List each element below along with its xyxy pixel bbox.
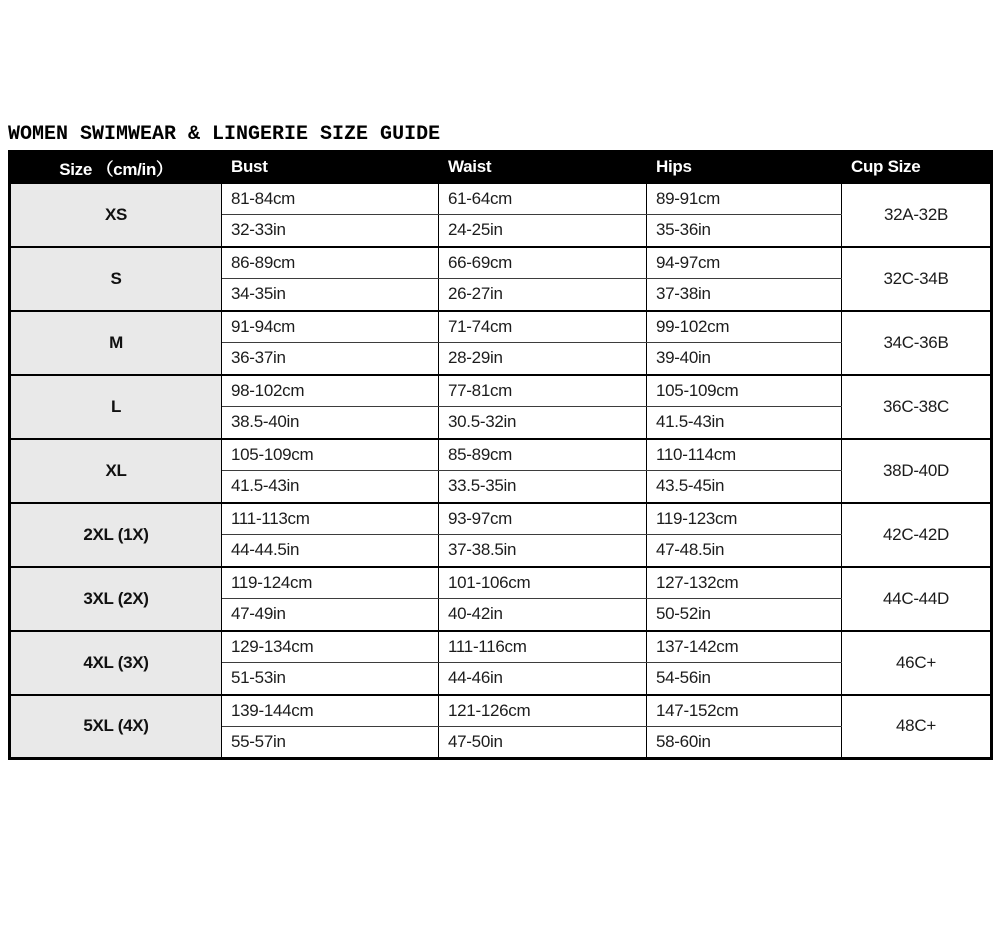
hips-cm-cell: 110-114cm bbox=[647, 439, 842, 471]
bust-in-cell: 38.5-40in bbox=[222, 407, 439, 439]
hips-in-cell: 47-48.5in bbox=[647, 535, 842, 567]
hips-in-cell: 37-38in bbox=[647, 279, 842, 311]
hips-in-cell: 54-56in bbox=[647, 663, 842, 695]
waist-cm-cell: 101-106cm bbox=[439, 567, 647, 599]
table-row-cm bbox=[10, 247, 992, 279]
header-row bbox=[10, 152, 992, 183]
hips-cm-cell: 89-91cm bbox=[647, 183, 842, 215]
size-cell: 5XL (4X) bbox=[10, 695, 222, 759]
cup-size-cell: 42C-42D bbox=[842, 503, 992, 567]
waist-in-cell: 47-50in bbox=[439, 727, 647, 759]
bust-in-cell: 51-53in bbox=[222, 663, 439, 695]
bust-cm-cell: 129-134cm bbox=[222, 631, 439, 663]
table-row-cm bbox=[10, 567, 992, 599]
waist-cm-cell: 71-74cm bbox=[439, 311, 647, 343]
hips-cm-cell: 147-152cm bbox=[647, 695, 842, 727]
hips-in-cell: 35-36in bbox=[647, 215, 842, 247]
header-bust: Bust bbox=[222, 152, 439, 183]
bust-cm-cell: 105-109cm bbox=[222, 439, 439, 471]
bust-in-cell: 41.5-43in bbox=[222, 471, 439, 503]
size-cell: L bbox=[10, 375, 222, 439]
header-size: Size （cm/in） bbox=[10, 152, 222, 183]
table-row-cm bbox=[10, 183, 992, 215]
cup-size-cell: 32C-34B bbox=[842, 247, 992, 311]
waist-cm-cell: 77-81cm bbox=[439, 375, 647, 407]
size-cell: M bbox=[10, 311, 222, 375]
waist-in-cell: 44-46in bbox=[439, 663, 647, 695]
waist-in-cell: 24-25in bbox=[439, 215, 647, 247]
waist-cm-cell: 66-69cm bbox=[439, 247, 647, 279]
waist-cm-cell: 61-64cm bbox=[439, 183, 647, 215]
bust-cm-cell: 86-89cm bbox=[222, 247, 439, 279]
header-hips: Hips bbox=[647, 152, 842, 183]
table-body bbox=[10, 183, 992, 759]
page-title: WOMEN SWIMWEAR & LINGERIE SIZE GUIDE bbox=[8, 123, 441, 146]
hips-in-cell: 39-40in bbox=[647, 343, 842, 375]
cup-size-cell: 38D-40D bbox=[842, 439, 992, 503]
hips-in-cell: 43.5-45in bbox=[647, 471, 842, 503]
cup-size-cell: 44C-44D bbox=[842, 567, 992, 631]
hips-cm-cell: 137-142cm bbox=[647, 631, 842, 663]
waist-in-cell: 33.5-35in bbox=[439, 471, 647, 503]
bust-in-cell: 47-49in bbox=[222, 599, 439, 631]
bust-in-cell: 34-35in bbox=[222, 279, 439, 311]
bust-in-cell: 32-33in bbox=[222, 215, 439, 247]
bust-cm-cell: 91-94cm bbox=[222, 311, 439, 343]
hips-cm-cell: 119-123cm bbox=[647, 503, 842, 535]
bust-in-cell: 36-37in bbox=[222, 343, 439, 375]
waist-in-cell: 28-29in bbox=[439, 343, 647, 375]
bust-in-cell: 55-57in bbox=[222, 727, 439, 759]
header-waist: Waist bbox=[439, 152, 647, 183]
hips-in-cell: 58-60in bbox=[647, 727, 842, 759]
waist-cm-cell: 85-89cm bbox=[439, 439, 647, 471]
cup-size-cell: 36C-38C bbox=[842, 375, 992, 439]
bust-cm-cell: 111-113cm bbox=[222, 503, 439, 535]
table-row-cm bbox=[10, 631, 992, 663]
hips-cm-cell: 99-102cm bbox=[647, 311, 842, 343]
table-row-cm bbox=[10, 503, 992, 535]
table-row-cm bbox=[10, 311, 992, 343]
bust-cm-cell: 119-124cm bbox=[222, 567, 439, 599]
hips-in-cell: 50-52in bbox=[647, 599, 842, 631]
hips-cm-cell: 127-132cm bbox=[647, 567, 842, 599]
cup-size-cell: 48C+ bbox=[842, 695, 992, 759]
size-cell: 3XL (2X) bbox=[10, 567, 222, 631]
size-cell: XL bbox=[10, 439, 222, 503]
waist-cm-cell: 121-126cm bbox=[439, 695, 647, 727]
table-row-cm bbox=[10, 439, 992, 471]
cup-size-cell: 32A-32B bbox=[842, 183, 992, 247]
hips-in-cell: 41.5-43in bbox=[647, 407, 842, 439]
waist-in-cell: 40-42in bbox=[439, 599, 647, 631]
hips-cm-cell: 94-97cm bbox=[647, 247, 842, 279]
bust-in-cell: 44-44.5in bbox=[222, 535, 439, 567]
cup-size-cell: 34C-36B bbox=[842, 311, 992, 375]
size-guide-table bbox=[8, 150, 993, 760]
size-cell: 2XL (1X) bbox=[10, 503, 222, 567]
hips-cm-cell: 105-109cm bbox=[647, 375, 842, 407]
waist-cm-cell: 111-116cm bbox=[439, 631, 647, 663]
table-row-cm bbox=[10, 375, 992, 407]
waist-in-cell: 30.5-32in bbox=[439, 407, 647, 439]
bust-cm-cell: 98-102cm bbox=[222, 375, 439, 407]
cup-size-cell: 46C+ bbox=[842, 631, 992, 695]
size-cell: XS bbox=[10, 183, 222, 247]
header-cup-size: Cup Size bbox=[842, 152, 992, 183]
table-row-cm bbox=[10, 695, 992, 727]
waist-in-cell: 26-27in bbox=[439, 279, 647, 311]
waist-in-cell: 37-38.5in bbox=[439, 535, 647, 567]
bust-cm-cell: 139-144cm bbox=[222, 695, 439, 727]
bust-cm-cell: 81-84cm bbox=[222, 183, 439, 215]
size-cell: 4XL (3X) bbox=[10, 631, 222, 695]
size-cell: S bbox=[10, 247, 222, 311]
waist-cm-cell: 93-97cm bbox=[439, 503, 647, 535]
